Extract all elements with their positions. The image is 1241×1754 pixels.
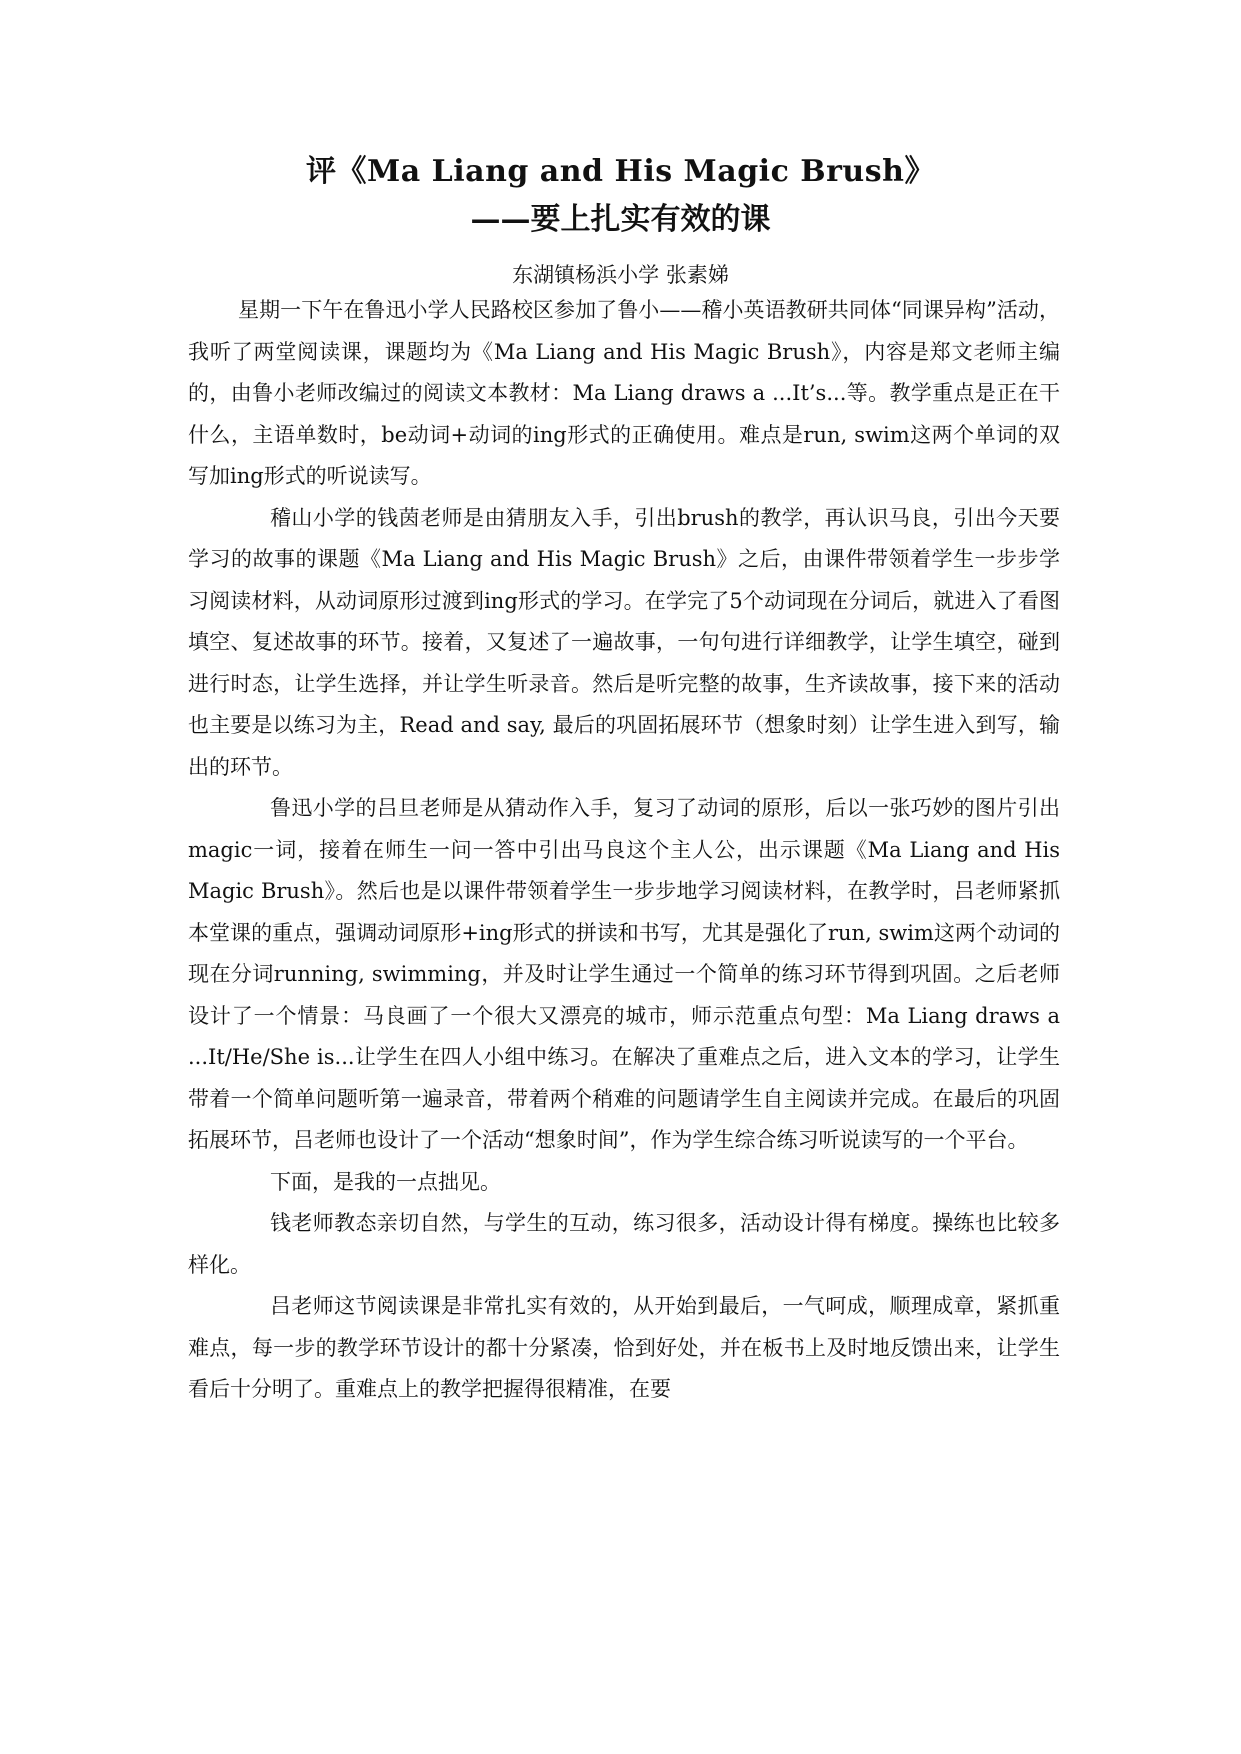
paragraph-qian-review: 钱老师教态亲切自然，与学生的互动，练习很多，活动设计得有梯度。操练也比较多样化。 [188,1211,1060,1277]
paragraph-opinion-intro: 下面，是我的一点拙见。 [270,1169,501,1194]
author-line: 东湖镇杨浜小学 张素娣 [512,263,729,287]
document-body [188,290,1060,1411]
document-title: 评《Ma Liang and His Magic Brush》 [306,154,935,189]
paragraph-lv-review: 吕老师这节阅读课是非常扎实有效的，从开始到最后，一气呵成，顺理成章，紧抓重难点，每一步的教学环节设计的都十分紧凑，恰到好处，并在板书上及时地反馈出来，让学生看后十分明了。重难点上的教学把握得很精准，在要 [188,1294,1060,1401]
paragraph-qian-lesson: 稽山小学的钱茵老师是由猜朋友入手，引出brush的教学，再认识马良，引出今天要学习的故事的课题《Ma Liang and His Magic Brush》之后，由课件带领着学生一步步学习阅读材料，从动词原形过渡到ing形式的学习。在学完了5个动词现在分词后，就进入了看图填空、复述故事的环节。接着，又复述了一遍故事，一句句进行详细教学，让学生填空，碰到进行时态，让学生选择，并让学生听录音。然后是听完整的故事，生齐读故事，接下来的活动也主要是以练习为主，Read and say, 最后的巩固拓展环节（想象时刻）让学生进入到写，输出的环节。 [188,505,1060,779]
paragraph-lv-lesson: 鲁迅小学的吕旦老师是从猜动作入手，复习了动词的原形，后以一张巧妙的图片引出magic一词，接着在师生一问一答中引出马良这个主人公，出示课题《Ma Liang and His Magic Brush》。然后也是以课件带领着学生一步步地学习阅读材料，在教学时，吕老师紧抓本堂课的重点，强调动词原形+ing形式的拼读和书写，尤其是强化了run, swim这两个动词的现在分词running, swimming，并及时让学生通过一个简单的练习环节得到巩固。之后老师设计了一个情景：马良画了一个很大又漂亮的城市，师示范重点句型：Ma Liang draws a ...It/He/She is...让学生在四人小组中练习。在解决了重难点之后，进入文本的学习，让学生带着一个简单问题听第一遍录音，带着两个稍难的问题请学生自主阅读并完成。在最后的巩固拓展环节，吕老师也设计了一个活动“想象时间”，作为学生综合练习听说读写的一个平台。 [188,796,1060,1152]
paragraph-intro: 星期一下午在鲁迅小学人民路校区参加了鲁小——稽小英语教研共同体“同课异构”活动，我听了两堂阅读课，课题均为《Ma Liang and His Magic Brush》，内容是郑文老师主编的，由鲁小老师改编过的阅读文本教材：Ma Liang draws a ...It’s...等。教学重点是正在干什么，主语单数时，be动词+动词的ing形式的正确使用。难点是run, swim这两个单词的双写加ing形式的听说读写。 [188,298,1060,488]
document-subtitle: ——要上扎实有效的课 [470,202,771,237]
